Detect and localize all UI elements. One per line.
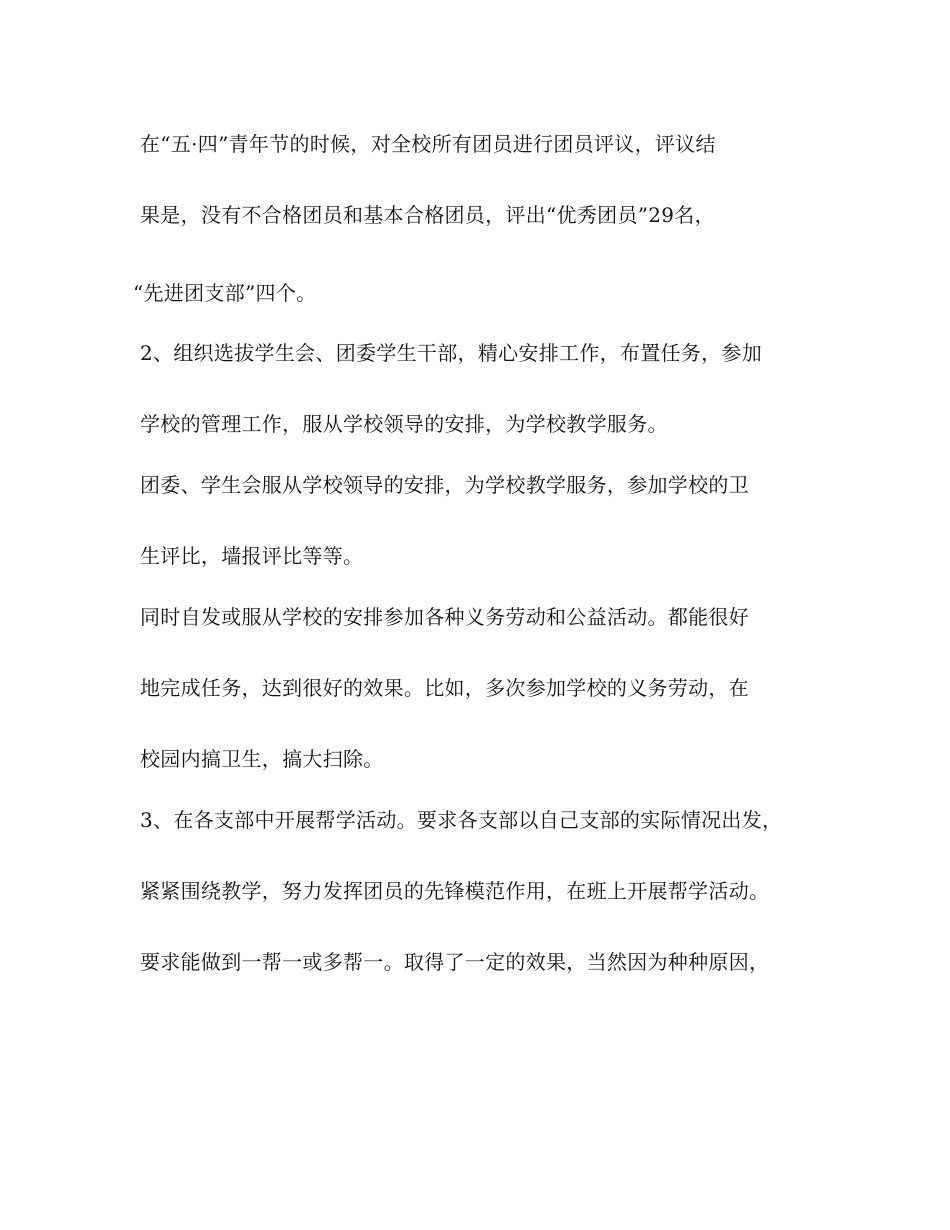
text-line: 地完成任务，达到很好的效果。比如，多次参加学校的义务劳动，在 bbox=[140, 676, 749, 700]
text-line: 果是，没有不合格团员和基本合格团员，评出“优秀团员”29名， bbox=[140, 203, 715, 227]
text-line: 在“五·四”青年节的时候，对全校所有团员进行团员评议，评议结 bbox=[140, 132, 716, 156]
text-line: 2、组织选拔学生会、团委学生干部，精心安排工作，布置任务，参加 bbox=[140, 341, 763, 365]
text-line: 校园内搞卫生，搞大扫除。 bbox=[140, 747, 384, 771]
text-line: 3、在各支部中开展帮学活动。要求各支部以自己支部的实际情况出发， bbox=[140, 808, 783, 832]
text-line: 要求能做到一帮一或多帮一。取得了一定的效果，当然因为种种原因， bbox=[140, 950, 770, 974]
text-line: 生评比，墙报评比等等。 bbox=[140, 544, 364, 568]
text-line: 同时自发或服从学校的安排参加各种义务劳动和公益活动。都能很好 bbox=[140, 605, 749, 629]
text-line: 团委、学生会服从学校领导的安排，为学校教学服务，参加学校的卫 bbox=[140, 473, 749, 497]
text-line: “先进团支部”四个。 bbox=[133, 281, 317, 305]
text-line: 学校的管理工作，服从学校领导的安排，为学校教学服务。 bbox=[140, 412, 668, 436]
text-line: 紧紧围绕教学，努力发挥团员的先锋模范作用，在班上开展帮学活动。 bbox=[140, 879, 770, 903]
